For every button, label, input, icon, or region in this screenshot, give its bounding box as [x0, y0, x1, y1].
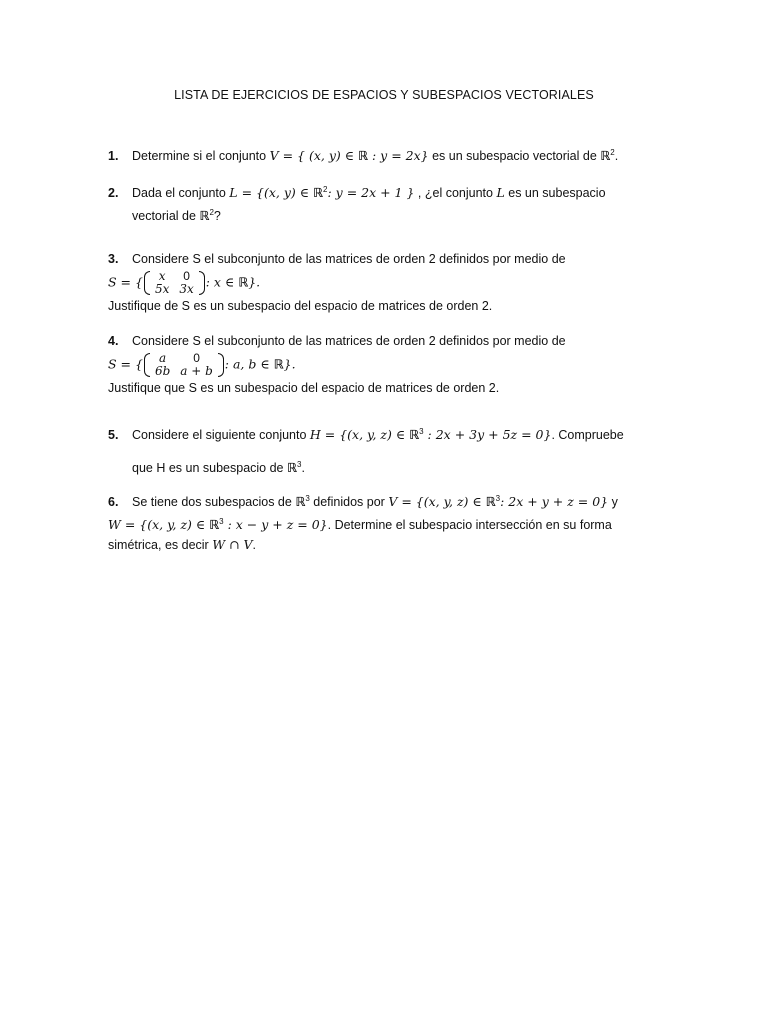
matrix-entry: 3x	[179, 282, 194, 296]
matrix	[144, 352, 224, 378]
exercise-text: definidos por	[309, 495, 389, 510]
real-numbers-symbol: ℝ	[199, 208, 210, 224]
math-set: V = { (x, y) ∈	[269, 148, 358, 164]
math-symbol: L	[496, 185, 505, 201]
math-intersection: W ∩ V	[212, 537, 253, 553]
dimension-superscript: 2	[610, 148, 615, 157]
real-numbers-symbol: ℝ	[312, 185, 324, 201]
exercise-text: , ¿el conjunto	[414, 186, 497, 201]
sentence-end: .	[614, 149, 619, 164]
page-title: LISTA DE EJERCICIOS DE ESPACIOS Y SUBESPACIOS VECTORIALES	[174, 88, 594, 102]
math-set: V = {(x, y, z) ∈	[388, 494, 486, 510]
math-set: H = {(x, y, z) ∈	[309, 427, 410, 443]
exercise-text: vectorial de	[132, 209, 200, 224]
dimension-superscript: 2	[209, 208, 214, 218]
math-condition: : y = 2x}	[368, 148, 429, 164]
exercise-text: Determine si el conjunto	[132, 149, 267, 164]
math-set: L = {(x, y) ∈	[229, 185, 313, 201]
real-numbers-symbol: ℝ	[238, 274, 249, 290]
real-numbers-symbol: ℝ	[600, 148, 611, 164]
real-numbers-symbol: ℝ	[485, 494, 496, 510]
matrix-entry: a	[159, 351, 167, 365]
dimension-superscript: 3	[297, 460, 302, 470]
matrix-entry: 6b	[154, 364, 171, 378]
real-numbers-symbol: ℝ	[273, 356, 284, 372]
matrix-entry: x	[158, 269, 166, 283]
exercise-number: 3.	[108, 252, 119, 266]
matrix-entry: 5x	[154, 282, 170, 296]
real-numbers-symbol: ℝ	[286, 460, 297, 476]
math-condition: : a, b ∈	[224, 356, 274, 372]
exercise-text: . Compruebe	[551, 428, 624, 443]
exercise-number: 5.	[108, 428, 119, 443]
sentence-end: .	[252, 538, 256, 553]
math-condition: : 2x + y + z = 0}	[500, 494, 609, 510]
matrix-entry: 0	[193, 351, 200, 365]
exercise-number: 4.	[108, 334, 119, 348]
matrix	[144, 270, 205, 296]
real-numbers-symbol: ℝ	[295, 494, 306, 510]
exercise-number: 2.	[108, 186, 119, 201]
exercise-text: Considere S el subconjunto de las matrices de orden 2 definidos por medio de	[132, 334, 566, 348]
exercise-1	[108, 143, 668, 166]
dimension-superscript: 3	[305, 494, 310, 503]
real-numbers-symbol: ℝ	[409, 427, 420, 443]
exercise-4	[108, 331, 668, 398]
real-numbers-symbol: ℝ	[209, 517, 220, 533]
exercise-text: . Determine el subespacio intersección en su forma	[327, 518, 612, 533]
sentence-end: .	[301, 461, 305, 476]
math-set: S = {	[108, 274, 143, 290]
exercise-text: Considere S el subconjunto de las matrices de orden 2 definidos por medio de	[132, 252, 566, 266]
dimension-superscript: 3	[219, 517, 224, 527]
math-set-end: }.	[248, 274, 261, 290]
math-set: W = {(x, y, z) ∈	[108, 517, 210, 533]
math-condition: : y = 2x + 1 }	[327, 185, 415, 201]
exercise-text: Justifique de S es un subespacio del espacio de matrices de orden 2.	[108, 299, 493, 313]
sentence-end: ?	[213, 209, 221, 224]
exercise-5	[108, 422, 668, 478]
math-set: S = {	[108, 356, 143, 372]
matrix-entry: 0	[183, 269, 190, 283]
exercise-text: simétrica, es decir	[108, 538, 213, 553]
math-condition: : x ∈	[205, 274, 239, 290]
math-condition: : 2x + 3y + 5z = 0}	[423, 427, 552, 443]
exercise-text: Dada el conjunto	[132, 186, 230, 201]
exercise-2	[108, 180, 668, 226]
exercise-text: y	[608, 495, 618, 510]
exercise-text: es un subespacio	[504, 186, 606, 201]
exercise-number: 1.	[108, 149, 119, 164]
dimension-superscript: 3	[495, 494, 501, 503]
exercise-text: Se tiene dos subespacios de	[132, 495, 296, 510]
math-condition: : x − y + z = 0}	[223, 517, 328, 533]
exercise-text: Justifique que S es un subespacio del espacio de matrices de orden 2.	[108, 381, 500, 395]
exercise-text: es un subespacio vectorial de	[428, 149, 601, 164]
exercise-6	[108, 489, 668, 555]
dimension-superscript: 2	[323, 185, 328, 194]
exercise-text: Considere el siguiente conjunto	[132, 428, 310, 443]
math-set-end: }.	[283, 356, 296, 372]
exercise-3	[108, 249, 668, 316]
dimension-superscript: 3	[419, 427, 424, 436]
exercise-text: que H es un subespacio de	[132, 461, 287, 476]
exercise-number: 6.	[108, 495, 119, 510]
matrix-entry: a + b	[180, 364, 213, 378]
real-numbers-symbol: ℝ	[357, 148, 369, 164]
